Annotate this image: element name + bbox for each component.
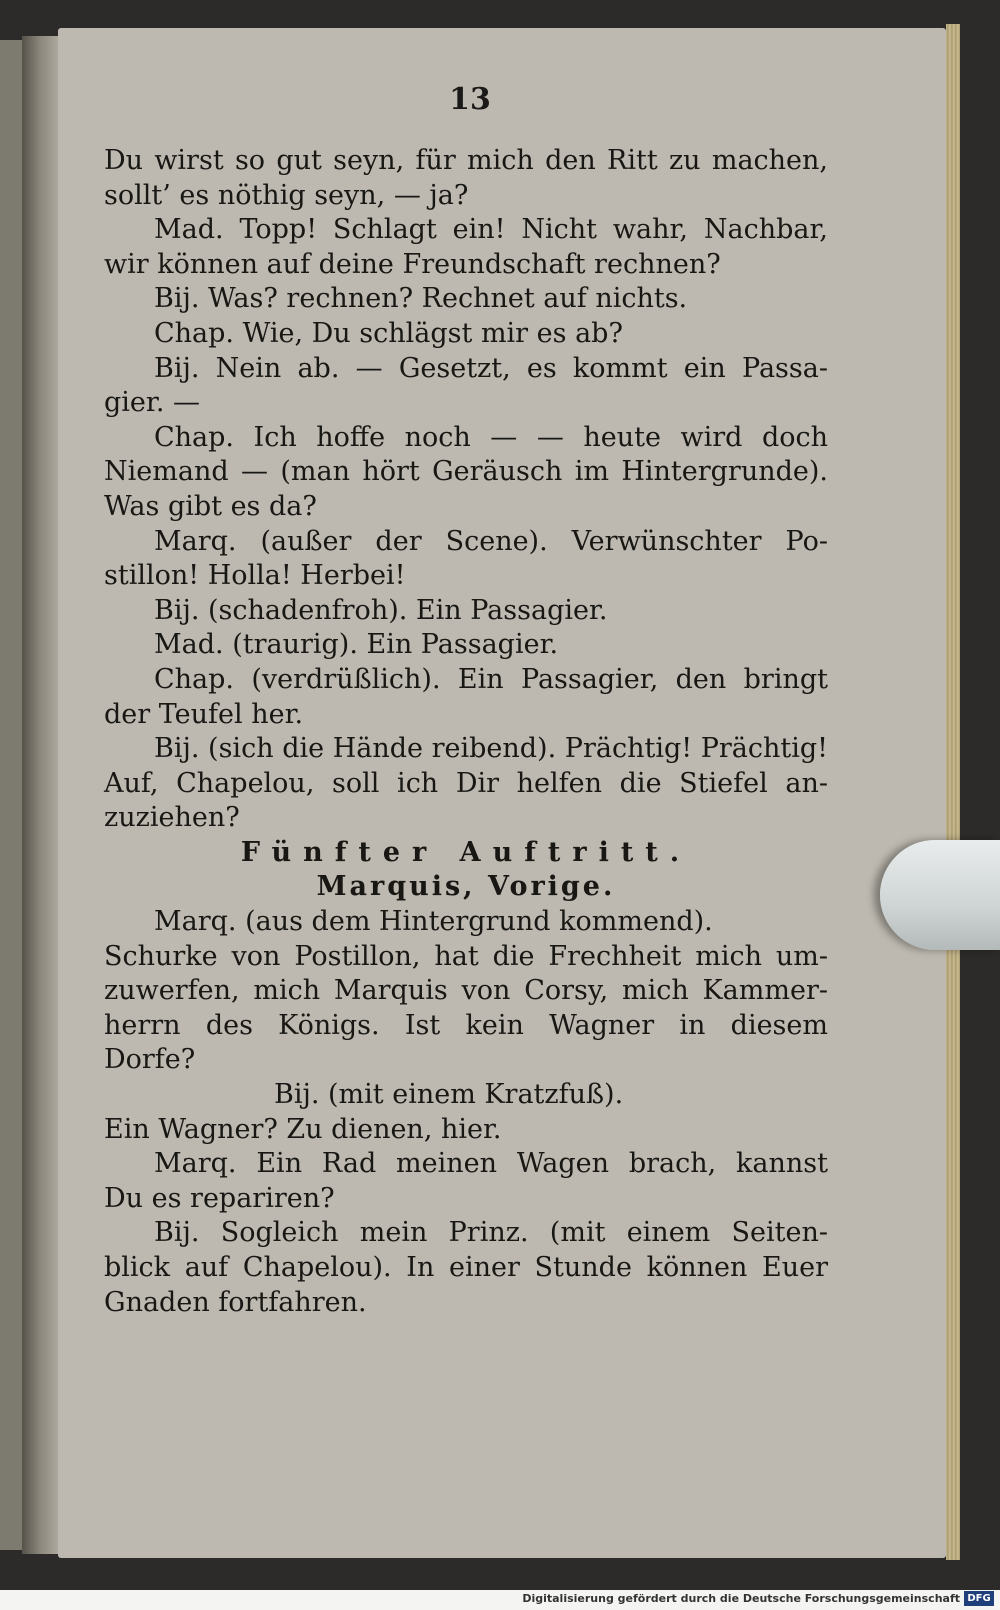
text-line: Mad. Topp! Schlagt ein! Nicht wahr, Nachbar, <box>154 214 828 246</box>
page-number: 13 <box>449 82 491 117</box>
text-line: Gnaden fortfahren. <box>104 1286 367 1318</box>
text-line: Ein Wagner? Zu dienen, hier. <box>104 1113 502 1145</box>
text-line: Bij. (mit einem Kratzfuß). <box>274 1079 624 1111</box>
text-line: Du es repariren? <box>104 1182 335 1214</box>
text-line: Bij. Sogleich mein Prinz. (mit einem Seiten- <box>154 1217 828 1249</box>
text-line: Dorfe? <box>104 1044 196 1076</box>
text-line: Chap. Wie, Du schlägst mir es ab? <box>154 317 623 349</box>
text-line: blick auf Chapelou). In einer Stunde können Euer <box>104 1252 828 1283</box>
text-line: Du wirst so gut seyn, für mich den Ritt zu machen, <box>104 145 828 176</box>
page-clip <box>880 840 1000 950</box>
page-stack-edge <box>946 24 960 1560</box>
text-line: Marq. (außer der Scene). Verwünschter Po- <box>154 525 828 557</box>
book-gutter <box>22 36 62 1554</box>
text-line: Bij. (sich die Hände reibend). Prächtig! Prächtig! <box>154 733 828 765</box>
text-line: Chap. Ich hoffe noch — — heute wird doch <box>154 421 828 453</box>
text-line: zuwerfen, mich Marquis von Corsy, mich Kammer- <box>104 975 828 1007</box>
text-line: herrn des Königs. Ist kein Wagner in diesem <box>104 1009 828 1041</box>
text-line: Was gibt es da? <box>104 490 317 522</box>
text-line: gier. — <box>104 387 201 419</box>
left-page-edge <box>0 40 22 1550</box>
text-line: sollt’ es nöthig seyn, — ja? <box>104 179 469 211</box>
text-line: Fünfter Auftritt. <box>240 836 692 868</box>
dfg-logo: DFG <box>964 1591 994 1606</box>
text-line: Marquis, Vorige. <box>316 871 616 903</box>
text-line: Niemand — (man hört Geräusch im Hintergrunde). <box>104 456 828 488</box>
page-text <box>104 144 828 1320</box>
text-line: Chap. (verdrüßlich). Ein Passagier, den bringt <box>154 663 828 695</box>
text-line: Marq. (aus dem Hintergrund kommend). <box>154 906 713 938</box>
text-line: Mad. (traurig). Ein Passagier. <box>154 629 559 661</box>
text-line: der Teufel her. <box>104 698 304 730</box>
text-line: Marq. Ein Rad meinen Wagen brach, kannst <box>154 1148 828 1180</box>
text-line: stillon! Holla! Herbei! <box>104 560 406 592</box>
text-line: Bij. (schadenfroh). Ein Passagier. <box>154 594 608 626</box>
text-line: Bij. Nein ab. — Gesetzt, es kommt ein Passa- <box>154 352 828 384</box>
text-line: Bij. Was? rechnen? Rechnet auf nichts. <box>154 283 688 315</box>
footer-credit: Digitalisierung gefördert durch die Deutsche Forschungsgemeinschaft <box>522 1592 960 1605</box>
text-line: zuziehen? <box>104 802 240 834</box>
text-line: Auf, Chapelou, soll ich Dir helfen die Stiefel an- <box>104 767 828 799</box>
text-line: wir können auf deine Freundschaft rechnen? <box>104 248 721 280</box>
text-line: Schurke von Postillon, hat die Frechheit mich um- <box>104 940 828 972</box>
